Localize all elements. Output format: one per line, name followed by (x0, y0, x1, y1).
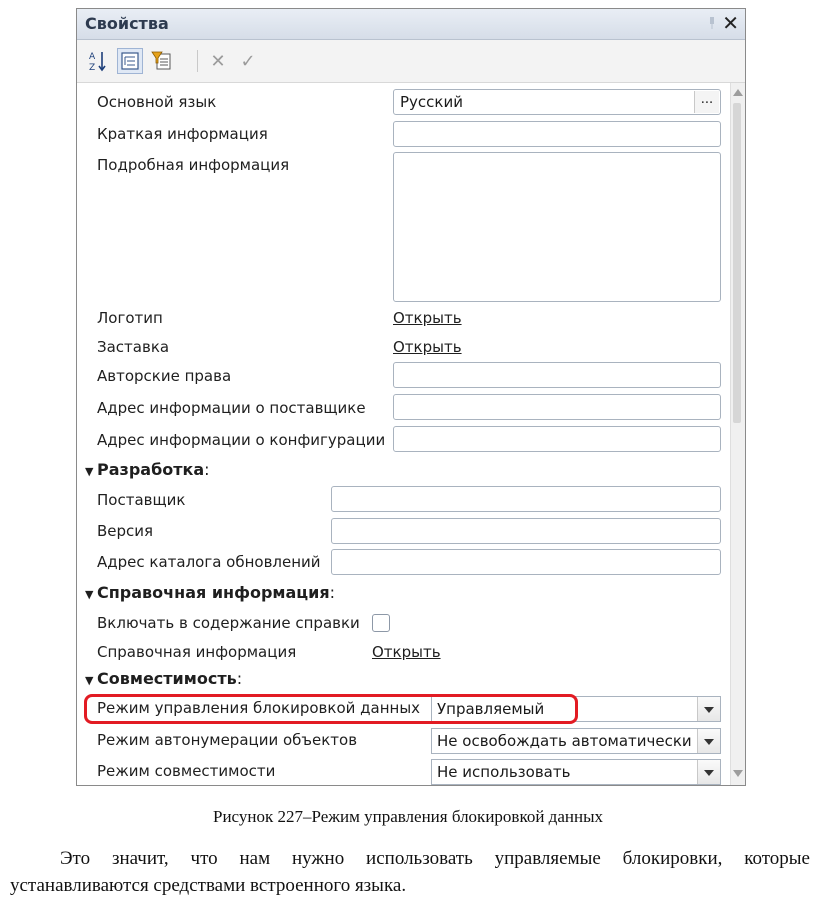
delete-icon[interactable]: ✕ (210, 50, 226, 72)
lock-mode-value: Управляемый (437, 700, 545, 718)
vendor-field[interactable] (331, 486, 721, 512)
autonumbering-value: Не освобождать автоматически (437, 732, 692, 750)
figure-caption: Рисунок 227–Режим управления блокировкой данных (213, 807, 603, 826)
title-bar (77, 9, 745, 40)
panel-title: Свойства (85, 14, 169, 33)
version-field[interactable] (331, 518, 721, 544)
vendor-info-address-field[interactable] (393, 394, 721, 420)
section-compatibility-title: Совместимость (97, 669, 237, 688)
update-catalog-field[interactable] (331, 549, 721, 575)
section-help-title: Справочная информация (97, 583, 330, 602)
dropdown-arrow-icon[interactable] (697, 697, 720, 721)
section-compatibility-colon: : (236, 669, 243, 688)
logo-label: Логотип (97, 309, 163, 327)
section-help[interactable] (85, 583, 335, 602)
property-grid (77, 83, 745, 785)
compat-mode-select[interactable] (431, 759, 721, 785)
toolbar (77, 40, 745, 83)
section-compatibility[interactable] (85, 669, 242, 688)
svg-text:A: A (89, 52, 96, 62)
body-paragraph: Это значит, что нам нужно использовать управляемые блокировки, которые устанавливаются средствами встроенного языка. (10, 848, 810, 896)
help-info-open-link[interactable]: Открыть (372, 643, 441, 661)
section-help-colon: : (329, 583, 336, 602)
vendor-label: Поставщик (97, 491, 186, 509)
section-development-colon: : (204, 460, 210, 479)
close-icon[interactable]: ✕ (722, 11, 739, 35)
vendor-info-address-label: Адрес информации о поставщике (97, 399, 366, 417)
main-language-value: Русский (400, 93, 463, 111)
detailed-info-label: Подробная информация (97, 156, 290, 174)
section-development[interactable] (85, 460, 210, 479)
collapse-arrow-icon[interactable]: ▼ (85, 465, 94, 478)
splash-open-link[interactable]: Открыть (393, 338, 462, 356)
svg-text:Z: Z (89, 63, 96, 72)
include-in-help-checkbox[interactable] (372, 614, 390, 632)
section-development-title: Разработка (97, 460, 205, 479)
sort-az-icon[interactable] (85, 48, 111, 74)
properties-window (76, 8, 746, 786)
scroll-down-icon[interactable] (733, 770, 743, 777)
select-button[interactable]: ... (694, 91, 719, 113)
brief-info-field[interactable] (393, 121, 721, 147)
brief-info-label: Краткая информация (97, 125, 268, 143)
include-in-help-label: Включать в содержание справки (97, 614, 360, 632)
autonumbering-label: Режим автонумерации объектов (97, 731, 358, 749)
scroll-thumb[interactable] (733, 103, 741, 423)
logo-open-link[interactable]: Открыть (393, 309, 462, 327)
splash-label: Заставка (97, 338, 170, 356)
detailed-info-field[interactable] (393, 152, 721, 302)
collapse-arrow-icon[interactable]: ▼ (85, 588, 94, 601)
version-label: Версия (97, 522, 154, 540)
lock-mode-label: Режим управления блокировкой данных (97, 699, 421, 717)
filter-icon[interactable] (149, 48, 175, 74)
highlight-frame (84, 694, 578, 724)
vertical-scrollbar[interactable] (730, 83, 745, 785)
apply-icon[interactable]: ✓ (240, 50, 256, 72)
scroll-up-icon[interactable] (733, 89, 743, 96)
main-language-label: Основной язык (97, 93, 217, 111)
config-info-address-field[interactable] (393, 426, 721, 452)
help-info-label: Справочная информация (97, 643, 297, 661)
autonumbering-select[interactable] (431, 728, 721, 754)
compat-mode-label: Режим совместимости (97, 762, 276, 780)
toolbar-separator (197, 50, 198, 72)
update-catalog-label: Адрес каталога обновлений (97, 553, 321, 571)
compat-mode-value: Не использовать (437, 763, 571, 781)
categorize-icon[interactable] (117, 48, 143, 74)
dropdown-arrow-icon[interactable] (697, 729, 720, 753)
copyright-field[interactable] (393, 362, 721, 388)
collapse-arrow-icon[interactable]: ▼ (85, 674, 94, 687)
dropdown-arrow-icon[interactable] (697, 760, 720, 784)
pin-icon[interactable] (709, 17, 715, 29)
main-language-field[interactable] (393, 89, 721, 115)
copyright-label: Авторские права (97, 367, 232, 385)
config-info-address-label: Адрес информации о конфигурации (97, 431, 386, 449)
